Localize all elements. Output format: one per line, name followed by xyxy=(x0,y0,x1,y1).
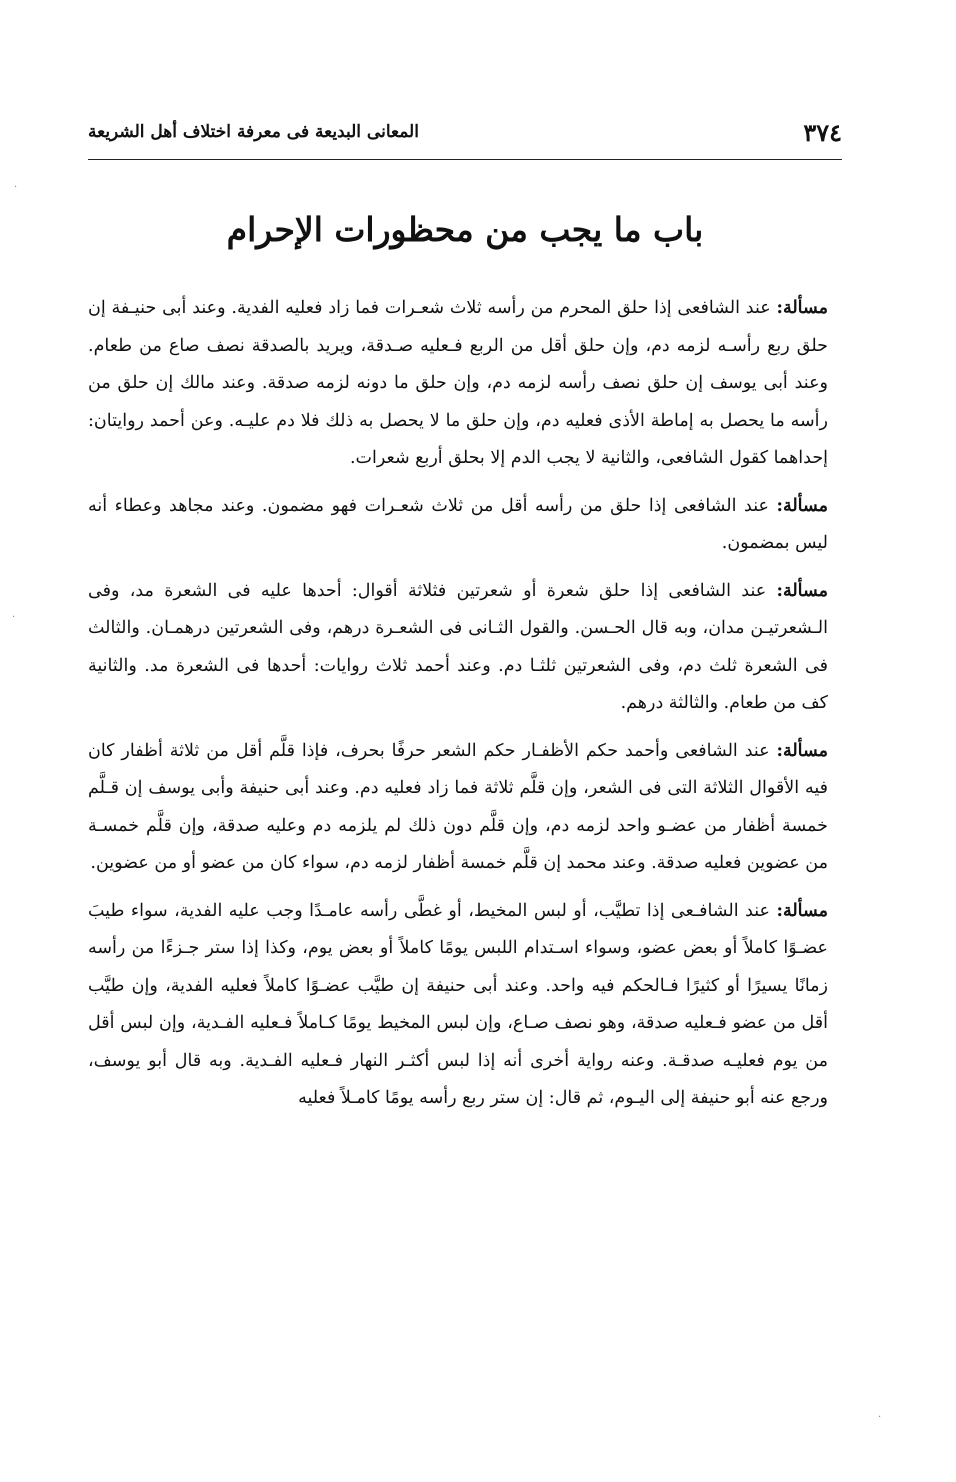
masala-paragraph xyxy=(88,573,828,723)
masala-label: مسألة: xyxy=(776,495,828,516)
masala-text: عند الشافعى إذا حلق المحرم من رأسه ثلاث شعـرات فما زاد فعليه الفدية. وعند أبى حنيـفة إن حلق ربع رأسـه لزمه دم، وإن حلق أقل من الربع فـعليه صـدقة، ويريد بالصدقة نصف صاع من طعام. وعند أبى يوسف إن حلق نصف رأسه لزمه دم، وإن حلق ما دونه لزمه صدقة. وعند مالك إن حلق من رأسه ما يحصل به إماطة الأذى فعليه دم، وإن حلق ما لا يحصل به ذلك فلا دم عليـه. وعن أحمد روايتان: إحداهما كقول الشافعى، والثانية لا يجب الدم إلا بحلق أربع شعرات. xyxy=(88,298,828,468)
scan-speck: · xyxy=(14,182,18,193)
masala-paragraph xyxy=(88,290,828,478)
masala-label: مسألة: xyxy=(776,900,828,921)
body-text xyxy=(88,290,828,1128)
masala-paragraph xyxy=(88,733,828,883)
masala-label: مسألة: xyxy=(776,740,828,761)
masala-label: مسألة: xyxy=(776,298,828,318)
header-rule xyxy=(88,159,842,160)
masala-label: مسألة: xyxy=(776,580,828,601)
page-number: ٣٧٤ xyxy=(803,118,842,147)
scan-speck: · xyxy=(12,612,16,623)
chapter-title: باب ما يجب من محظورات الإحرام xyxy=(226,210,704,249)
running-title: المعانى البديعة فى معرفة اختلاف أهل الشريعة xyxy=(88,122,419,142)
masala-text: عند الشافعى إذا حلق شعرة أو شعرتين فثلاثة أقوال: أحدها عليه فى الشعرة مد، وفى الـشعرتيـن مدان، وبه قال الحـسن. والقول الثـانى فى الشعـرة درهم، وفى الشعرتين درهمـان. والثالث فى الشعرة ثلث دم، وفى الشعرتين ثلثـا دم. وعند أحمد ثلاث روايات: أحدها فى الشعرة مد. والثانية كف من طعام. والثالثة درهم. xyxy=(88,580,828,713)
masala-paragraph xyxy=(88,893,828,1118)
masala-paragraph xyxy=(88,488,828,563)
masala-text: عند الشافعى إذا حلق من رأسه أقل من ثلاث شعـرات فهو مضمون. وعند مجاهد وعطاء أنه ليس بمضمون. xyxy=(88,495,828,553)
masala-text: عند الشافعى وأحمد حكم الأظفـار حكم الشعر حرفًا بحرف، فإذا قلَّم أقل من ثلاثة أظفار كان فيه الأقوال الثلاثة التى فى الشعر، وإن قلَّم ثلاثة فما زاد فعليه دم. وعند أبى حنيفة وأبى يوسف إن قـلَّم خمسة أظفار من عضـو واحد لزمه دم، وإن قلَّم دون ذلك لم يلزمه دم وعليه صدقة، وإن قلَّم خمسـة من عضوين فعليه صدقة. وعند محمد إن قلَّم خمسة أظفار لزمه دم، سواء كان من عضو أو من عضوين. xyxy=(88,740,828,873)
page-header xyxy=(88,118,842,154)
scan-speck: · xyxy=(878,1412,882,1423)
masala-text: عند الشافـعى إذا تطيَّب، أو لبس المخيط، أو غطَّى رأسه عامـدًا وجب عليه الفدية، سواء طيبَ عضـوًا كاملاً أو بعض عضو، وسواء اسـتدام اللبس يومًا كاملاً أو بعض يوم، وكذا إذا ستر جـزءًا من رأسه زمانًا يسيرًا أو كثيرًا فـالحكم فيه واحد. وعند أبى حنيفة إن طيَّب عضـوًا كاملاً فعليه الفدية، وإن طيَّب أقل من عضو فـعليه صدقة، وهو نصف صـاع، وإن لبس المخيط يومًا كـاملاً فـعليه الفـدية، وإن لبس أقل من يوم فعليـه صدقـة. وعنه رواية أخرى أنه إذا لبس أكثـر النهار فـعليه الفـدية. وبه قال أبو يوسف، ورجع عنه أبو حنيفة إلى اليـوم، ثم قال: إن ستر ربع رأسه يومًا كامـلاً فعليه xyxy=(88,900,828,1108)
